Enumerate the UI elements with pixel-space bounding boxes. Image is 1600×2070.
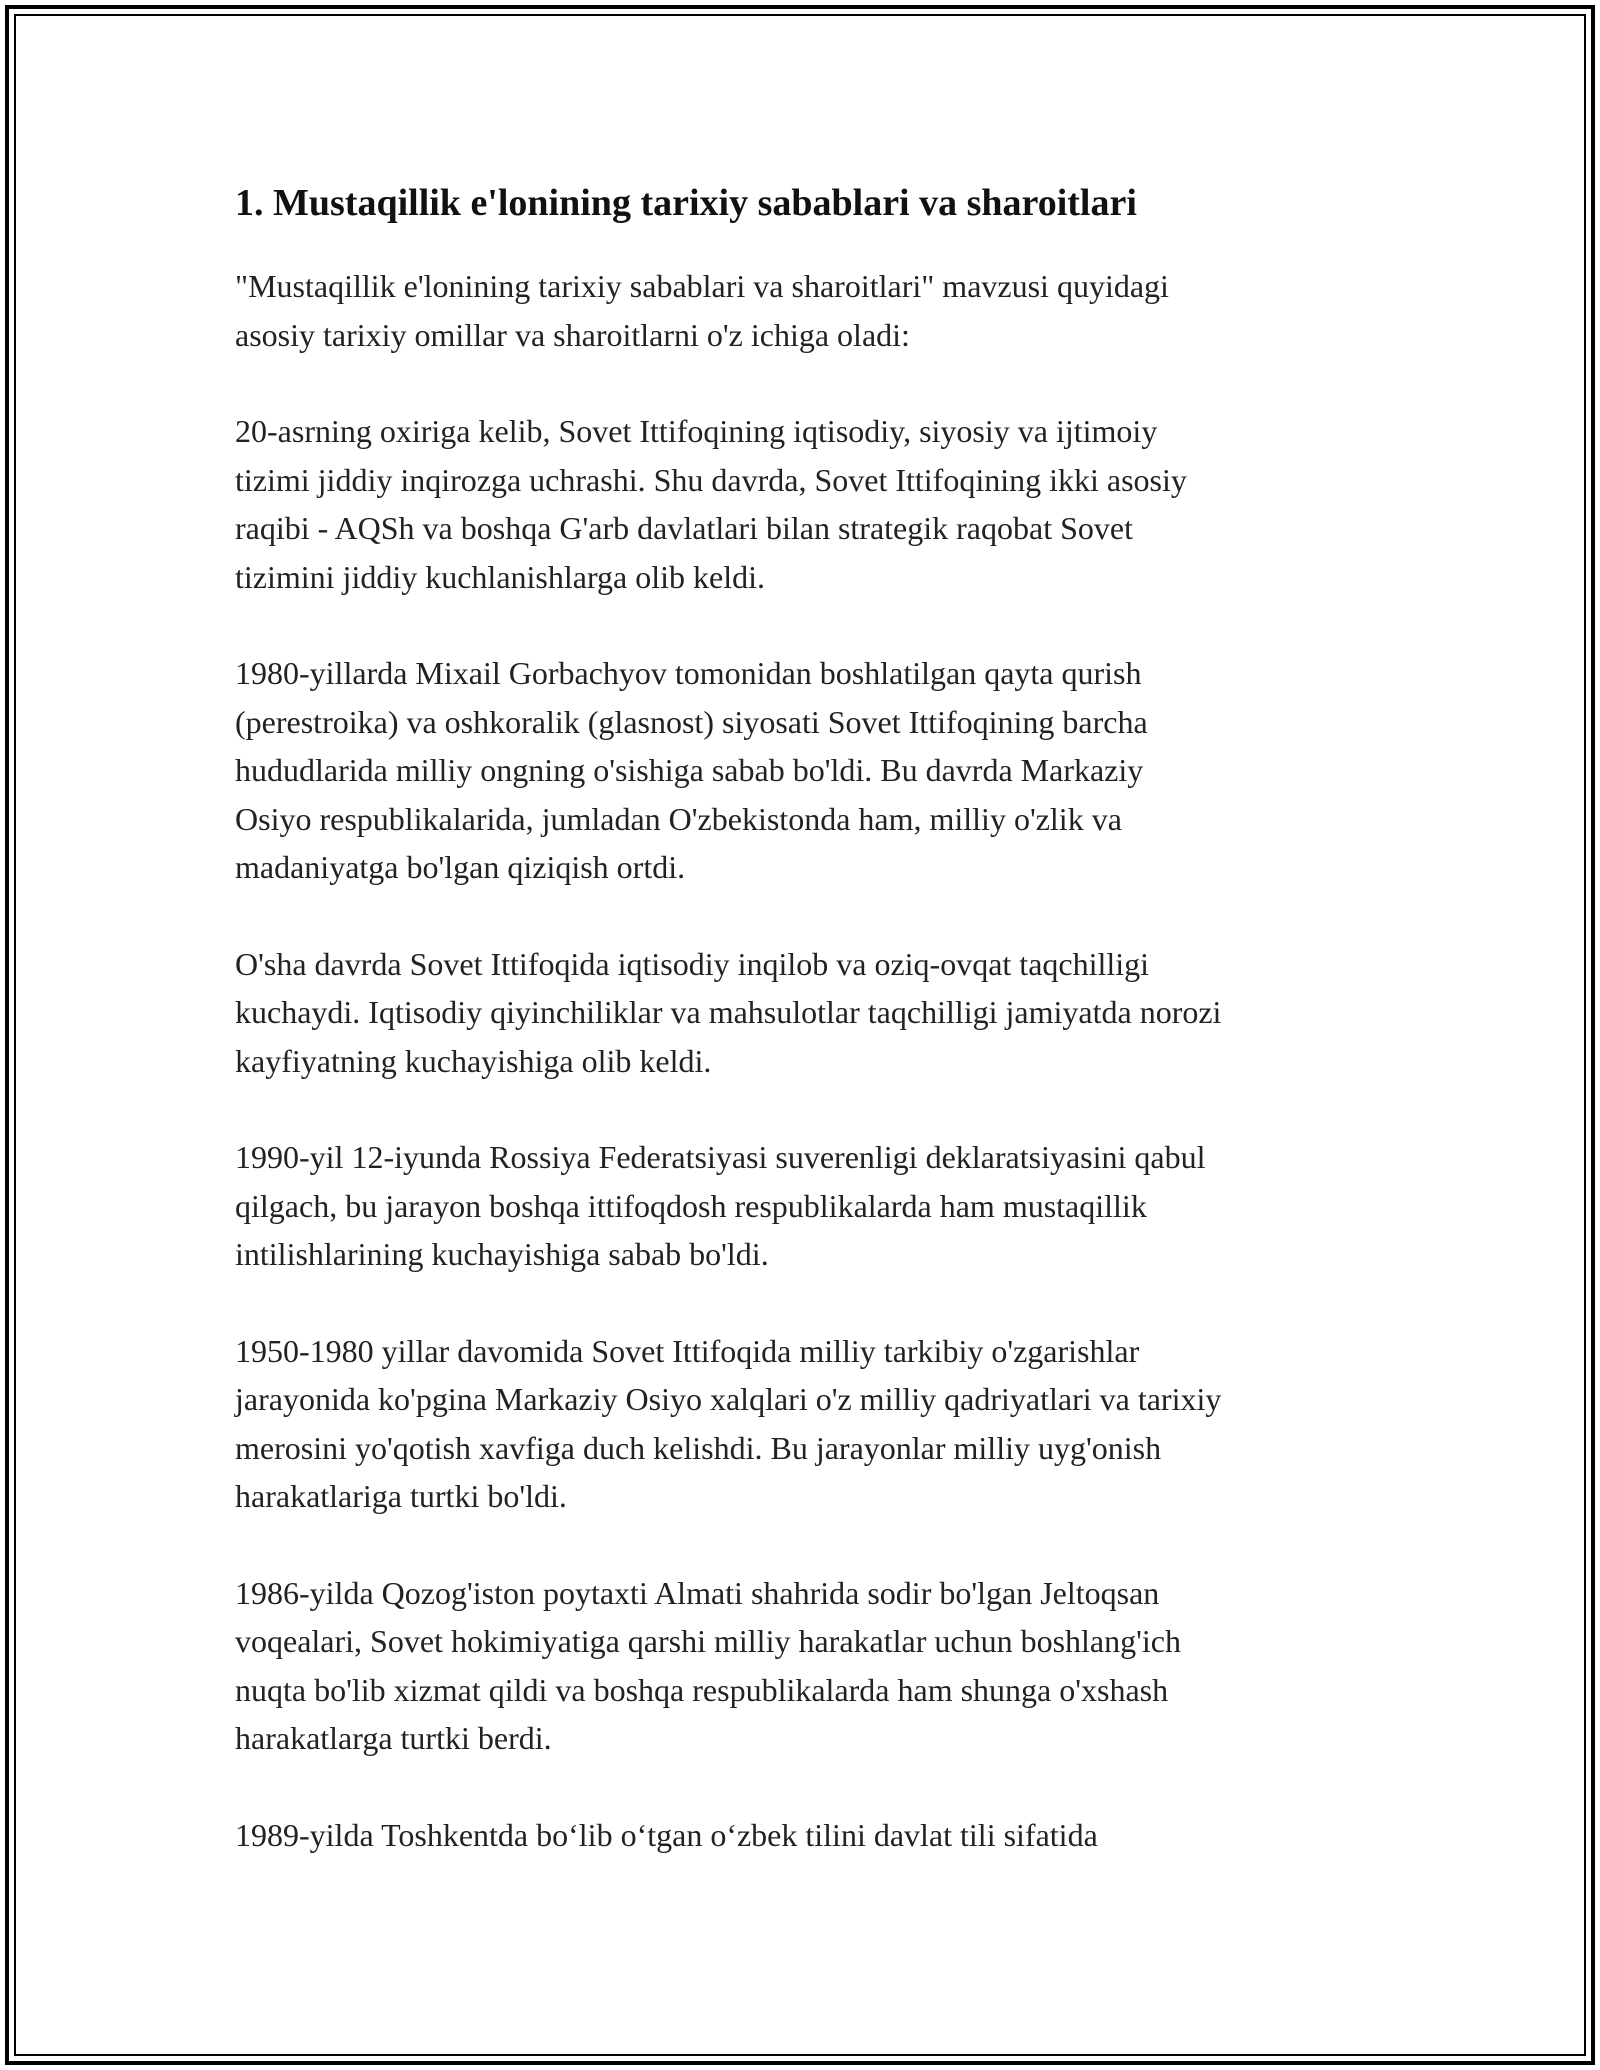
paragraph-intro: "Mustaqillik e'lonining tarixiy sabablari va sharoitlari" mavzusi quyidagi asosiy tarixiy omillar va sharoitlarni o'z ichiga oladi: — [235, 268, 1169, 353]
paragraph-soviet-crisis: 20-asrning oxiriga kelib, Sovet Ittifoqining iqtisodiy, siyosiy va ijtimoiy tizimi jiddiy inqirozga uchrashi. Shu davrda, Sovet Ittifoqining ikki asosiy raqibi - AQSh va boshqa G'arb davlatlari bilan strategik raqobat Sovet tizimini jiddiy kuchlanishlarga olib keldi. — [235, 413, 1187, 595]
page-title: 1. Mustaqillik e'lonining tarixiy sabablari va sharoitlari — [235, 182, 1137, 224]
paragraph-national-changes: 1950-1980 yillar davomida Sovet Ittifoqida milliy tarkibiy o'zgarishlar jarayonida ko'pgina Markaziy Osiyo xalqlari o'z milliy qadriyatlari va tarixiy merosini yo'qotish xavfiga duch kelishdi. Bu jarayonlar milliy uyg'onish harakatlariga turtki bo'ldi. — [235, 1332, 1222, 1514]
paragraph-economic-shortage: O'sha davrda Sovet Ittifoqida iqtisodiy inqilob va oziq-ovqat taqchilligi kuchaydi. Iqtisodiy qiyinchiliklar va mahsulotlar taqchilligi jamiyatda norozi kayfiyatning kuchayishiga olib keldi. — [235, 945, 1222, 1079]
paragraph-russia-sovereignty: 1990-yil 12-iyunda Rossiya Federatsiyasi suverenligi deklaratsiyasini qabul qilgach, bu jarayon boshqa ittifoqdosh respublikalarda ham mustaqillik intilishlarining kuchayishiga sabab bo'ldi. — [235, 1139, 1206, 1272]
document-body — [235, 178, 1385, 1907]
paragraph-uzbek-language: 1989-yilda Toshkentda bo‘lib o‘tgan o‘zbek tilini davlat tili sifatida — [235, 1816, 1098, 1853]
paragraph-perestroika: 1980-yillarda Mixail Gorbachyov tomonidan boshlatilgan qayta qurish (perestroika) va oshkoralik (glasnost) siyosati Sovet Ittifoqining barcha hududlarida milliy ongning o'sishiga sabab bo'ldi. Bu davrda Markaziy Osiyo respublikalarida, jumladan O'zbekistonda ham, milliy o'zlik va madaniyatga bo'lgan qiziqish ortdi. — [235, 655, 1148, 885]
paragraph-jeltoqsan: 1986-yilda Qozog'iston poytaxti Almati shahrida sodir bo'lgan Jeltoqsan voqealari, Sovet hokimiyatiga qarshi milliy harakatlar uchun boshlang'ich nuqta bo'lib xizmat qildi va boshqa respublikalarda ham shunga o'xshash harakatlarga turtki berdi. — [235, 1574, 1181, 1756]
